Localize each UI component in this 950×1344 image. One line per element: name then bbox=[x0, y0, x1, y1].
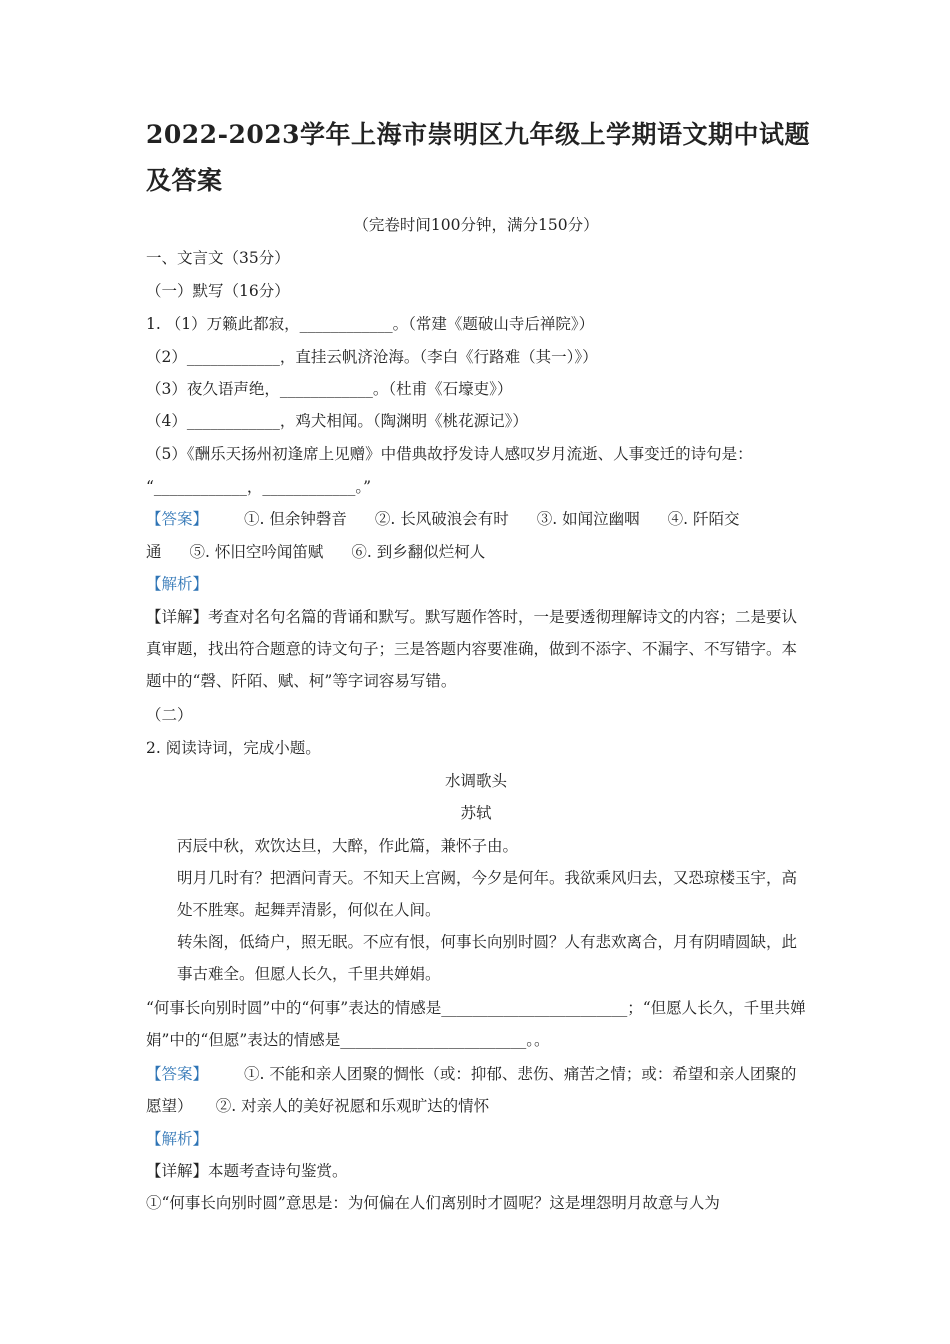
q1-line-3: （3）夜久语声绝，____________。（杜甫《石壕吏》） bbox=[146, 380, 513, 398]
poem-stanza-1 bbox=[146, 862, 811, 926]
analysis-label: 【解析】 bbox=[146, 575, 209, 593]
answer-item: ①. 但余钟磬音 bbox=[244, 510, 347, 528]
q1-answer-cont bbox=[146, 541, 811, 563]
answer-label: 【答案】 bbox=[146, 510, 209, 528]
q1-line-1: 1. （1）万籁此都寂，____________。（常建《题破山寺后禅院》） bbox=[146, 315, 595, 333]
analysis-label: 【解析】 bbox=[146, 1130, 209, 1148]
stanza-text: 转朱阁，低绮户，照无眠。不应有恨，何事长向别时圆？人有悲欢离合，月有阴晴圆缺，此事古难全。但愿人长久，千里共婵娟。 bbox=[177, 933, 798, 983]
part-heading: （二） bbox=[146, 706, 193, 724]
q1-line-4: （4）____________，鸡犬相闻。（陶渊明《桃花源记》） bbox=[146, 412, 528, 430]
q1-line-6: “____________，____________。” bbox=[146, 478, 372, 496]
stanza-text: 明月几时有？把酒问青天。不知天上宫阙，今夕是何年。我欲乘风归去，又恐琼楼玉宇，高处不胜寒。起舞弄清影，何似在人间。 bbox=[177, 869, 798, 919]
q2-intro: 2. 阅读诗词，完成小题。 bbox=[146, 739, 321, 757]
q2-detail: 【详解】本题考查诗句鉴赏。 bbox=[146, 1162, 348, 1180]
part-heading: （一）默写（16分） bbox=[146, 282, 290, 300]
answer-item: ⑥. 到乡翻似烂柯人 bbox=[351, 543, 486, 561]
q2-detail-2: ①“何事长向别时圆”意思是：为何偏在人们离别时才圆呢？这是埋怨明月故意与人为 bbox=[146, 1194, 720, 1212]
q1-line-5: （5）《酬乐天扬州初逢席上见赠》中借典故抒发诗人感叹岁月流逝、人事变迁的诗句是： bbox=[146, 445, 753, 463]
poem-author: 苏轼 bbox=[460, 804, 492, 822]
q2-question: “何事长向别时圆”中的“何事”表达的情感是________________________；“但愿人长久，千里共婵娟”中的“但愿”表达的情感是________________________。。 bbox=[146, 999, 806, 1049]
answer-item: ②. 长风破浪会有时 bbox=[374, 510, 509, 528]
poem-title: 水调歌头 bbox=[444, 772, 507, 790]
answer-item: ③. 如闻泣幽咽 bbox=[536, 510, 640, 528]
section-heading: 一、文言文（35分） bbox=[146, 249, 290, 267]
poem-preface: 丙辰中秋，欢饮达旦，大醉，作此篇，兼怀子由。 bbox=[177, 837, 519, 855]
answer-item: 通 bbox=[146, 543, 162, 561]
page-title: 2022-2023学年上海市崇明区九年级上学期语文期中试题及答案 bbox=[146, 120, 811, 195]
answer-item: ⑤. 怀旧空吟闻笛赋 bbox=[189, 543, 324, 561]
poem-stanza-2 bbox=[146, 926, 811, 990]
q2-answer bbox=[146, 1058, 811, 1122]
answer-text: ①. 不能和亲人团聚的惆怅（或：抑郁、悲伤、痛苦之情；或：希望和亲人团聚的愿望） ②. 对亲人的美好祝愿和乐观旷达的情怀 bbox=[146, 1065, 797, 1115]
answer-label: 【答案】 bbox=[146, 1065, 209, 1083]
answer-item: ④. 阡陌交 bbox=[667, 510, 740, 528]
subtitle: （完卷时间100分钟，满分150分） bbox=[353, 216, 599, 234]
q1-line-2: （2）____________，直挂云帆济沧海。（李白《行路难（其一）》） bbox=[146, 348, 598, 366]
q1-detail: 【详解】考查对名句名篇的背诵和默写。默写题作答时，一是要透彻理解诗文的内容；二是要认真审题，找出符合题意的诗文句子；三是答题内容要准确，做到不添字、不漏字、不写错字。本题中的“磬、阡陌、赋、柯”等字词容易写错。 bbox=[146, 608, 798, 690]
q1-answer bbox=[146, 508, 811, 530]
